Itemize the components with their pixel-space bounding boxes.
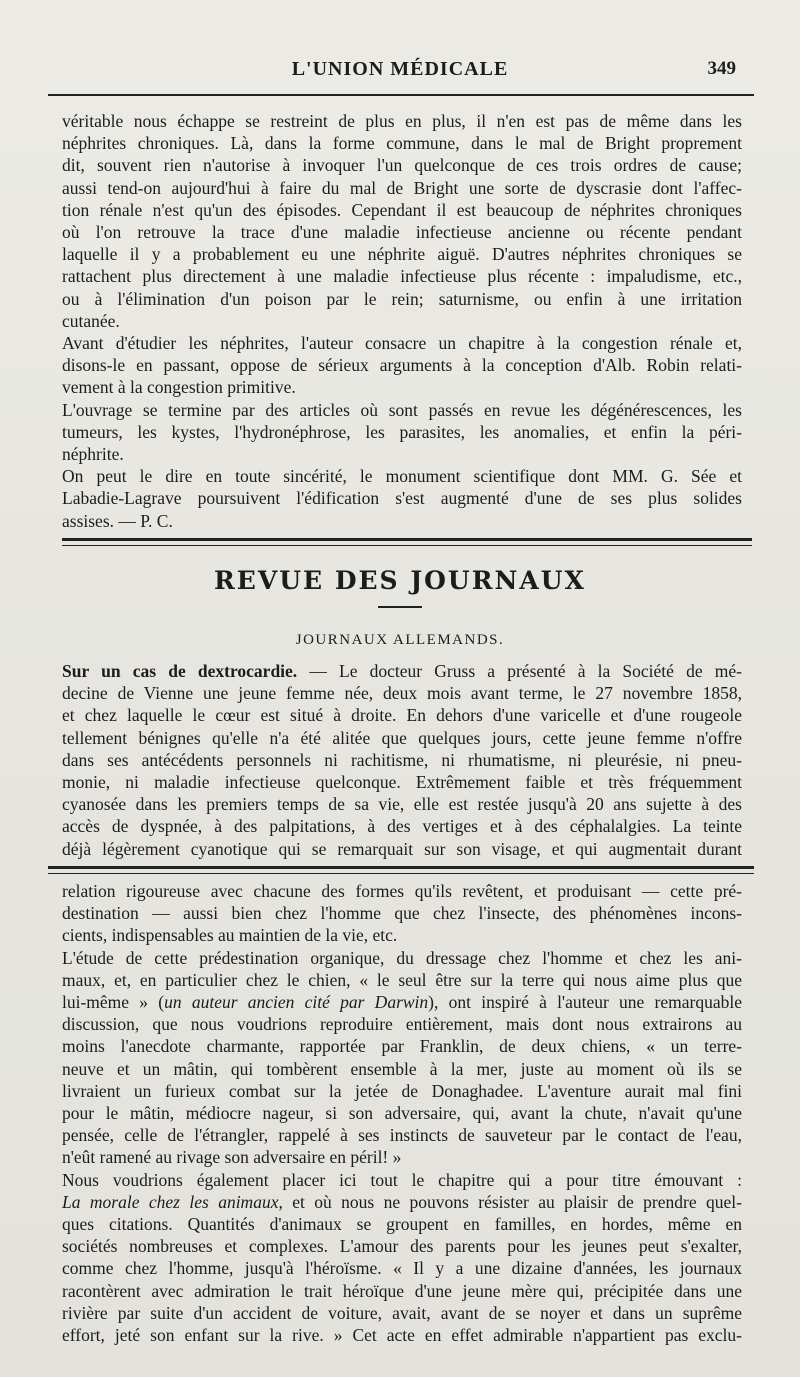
text-line: pensée, celle de l'étrangler, rappelé à ses instincts de sauveteur par le contact de l'eau, bbox=[62, 1125, 742, 1146]
text-line: vement à la congestion primitive. bbox=[62, 377, 296, 398]
text-line: n'eût ramené au rivage son adversaire en péril! » bbox=[62, 1147, 402, 1168]
section-rule-thin bbox=[62, 545, 752, 546]
lower-column bbox=[62, 880, 742, 1346]
chapter-title-italic: La morale chez les animaux bbox=[62, 1191, 279, 1212]
text-line: disons-le en passant, oppose de sérieux arguments à la conception d'Alb. Robin relati- bbox=[62, 355, 742, 376]
text-line: dit, souvent rien n'autorise à invoquer l'un quelconque de ces trois ordres de cause; bbox=[62, 155, 742, 176]
text-line: cients, indispensables au maintien de la vie, etc. bbox=[62, 925, 398, 946]
text-line: racontèrent avec admiration le trait héroïque d'une jeune mère qui, précipitée dans une bbox=[62, 1280, 742, 1301]
text-line: discussion, que nous voudrions reproduire entièrement, mais dont nous extrairons au bbox=[62, 1014, 742, 1035]
text-line: monie, ni maladie infectieuse quelconque. Extrêmement faible et très fréquemment bbox=[62, 772, 742, 793]
text-line: dans ses antécédents personnels ni rachitisme, ni rhumatisme, ni pleurésie, ni pneu- bbox=[62, 749, 742, 770]
text-line: véritable nous échappe se restreint de plus en plus, il n'en est pas de même dans les bbox=[62, 111, 742, 131]
footnote-rule-thin bbox=[48, 873, 754, 874]
review-continuation bbox=[62, 110, 742, 532]
journal-title: L'UNION MÉDICALE bbox=[291, 58, 509, 80]
text-line: Avant d'étudier les néphrites, l'auteur consacre un chapitre à la congestion rénale et, bbox=[62, 333, 742, 354]
text-segment: , et où nous ne pouvons résister au plaisir de prendre quel- bbox=[278, 1191, 742, 1212]
text-line: comme chez l'homme, jusqu'à l'héroïsme. « Il y a une dizaine d'années, les journaux bbox=[62, 1258, 742, 1279]
text-line: assises. — P. C. bbox=[62, 510, 173, 531]
header-rule bbox=[48, 94, 754, 96]
page-number: 349 bbox=[707, 58, 736, 79]
text-line: neuve et un mâtin, qui tombèrent ensemble à la mer, juste au moment où ils se bbox=[62, 1058, 742, 1079]
text-line: cyanosée dans les premiers temps de sa vie, elle est restée jusqu'à 20 ans sujette à des bbox=[62, 794, 742, 815]
text-line: destination — aussi bien chez l'homme que chez l'insecte, des phénomènes incons- bbox=[62, 903, 742, 924]
title-underline bbox=[378, 606, 422, 608]
text-line: Labadie-Lagrave poursuivent l'édification s'est augmenté d'une de ses plus solides bbox=[62, 488, 742, 509]
text-line: Nous voudrions également placer ici tout le chapitre qui a pour titre émouvant : bbox=[62, 1169, 742, 1190]
text-line: ou à l'élimination d'un poison par le rein; saturnisme, ou enfin à une irritation bbox=[62, 288, 742, 309]
text-line: effort, jeté son enfant sur la rive. » Cet acte en effet admirable n'appartient pas exclu- bbox=[62, 1325, 742, 1346]
text-line: cutanée. bbox=[62, 310, 120, 331]
text-line: laquelle il y a probablement eu une néphrite aiguë. D'autres néphrites chroniques se bbox=[62, 244, 742, 265]
text-line: tellement bénignes qu'elle n'a été alitée que quelques jours, cette jeune femme n'offre bbox=[62, 727, 742, 748]
text-line: où l'on retrouve la trace d'une maladie infectieuse ancienne ou récente pendant bbox=[62, 222, 742, 243]
text-line: ques citations. Quantités d'animaux se groupent en familles, en hordes, même en bbox=[62, 1214, 742, 1235]
text-line: et chez laquelle le cœur est situé à droite. En dehors d'une varicelle et d'une rougeole bbox=[62, 705, 742, 726]
text-line: néphrites chroniques. Là, dans la forme commune, dans le mal de Bright proprement bbox=[62, 133, 742, 154]
text-line: On peut le dire en toute sincérité, le monument scientifique dont MM. G. Sée et bbox=[62, 466, 742, 487]
text-line: rattachent plus directement à une maladie infectieuse plus récente : impaludisme, etc., bbox=[62, 266, 742, 287]
article-body bbox=[62, 682, 742, 860]
section-title: REVUE DES JOURNAUX bbox=[214, 566, 586, 595]
article-first-line bbox=[62, 660, 742, 682]
text-line: maux, et, en particulier chez le chien, « le seul être sur la terre qui nous aime plus que bbox=[62, 969, 742, 990]
citation-italic: un auteur ancien cité par Darwin bbox=[164, 992, 429, 1013]
text-line: sociétés nombreuses et complexes. L'amour des parents pour les jeunes peut s'exalter, bbox=[62, 1236, 742, 1257]
text-line: rivière par suite d'un accident de voiture, avait, avant de se noyer et dans un suprême bbox=[62, 1302, 742, 1323]
text-segment: lui-même » ( bbox=[62, 992, 165, 1013]
article-first-line-text: — Le docteur Gruss a présenté à la Société de mé- bbox=[297, 661, 742, 681]
text-line: aussi tend-on aujourd'hui à faire du mal de Bright une sorte de dyscrasie dont l'affec- bbox=[62, 177, 742, 198]
text-line: relation rigoureuse avec chacune des formes qu'ils revêtent, et produisant — cette pré- bbox=[62, 881, 742, 901]
text-line: livraient un furieux combat sur la jetée de Donaghadee. L'aventure aurait mal fini bbox=[62, 1080, 742, 1101]
text-line: accès de dyspnée, à des palpitations, à des vertiges et à des céphalalgies. La teinte bbox=[62, 816, 742, 837]
text-line: decine de Vienne une jeune femme née, deux mois avant terme, le 27 novembre 1858, bbox=[62, 683, 742, 704]
article-runin-title: Sur un cas de dextrocardie. bbox=[62, 661, 298, 681]
text-line bbox=[62, 991, 742, 1013]
section-subtitle: JOURNAUX ALLEMANDS. bbox=[295, 632, 505, 648]
text-line: déjà légèrement cyanotique qui se remarquait sur son visage, et qui augmentait durant bbox=[62, 838, 742, 859]
text-line: néphrite. bbox=[62, 444, 124, 465]
text-line: L'étude de cette prédestination organique, du dressage chez l'homme et chez les ani- bbox=[62, 947, 742, 968]
text-line: L'ouvrage se termine par des articles où sont passés en revue les dégénérescences, les bbox=[62, 399, 742, 420]
text-line: tumeurs, les kystes, l'hydronéphrose, les parasites, les anomalies, et enfin la péri- bbox=[62, 421, 742, 442]
article-dextrocardie bbox=[62, 660, 742, 860]
section-rule-thick bbox=[62, 538, 752, 541]
footnote-rule-thick bbox=[48, 866, 754, 869]
text-segment: ), ont inspiré à l'auteur une remarquable bbox=[428, 992, 742, 1013]
text-line: moins l'anecdote charmante, rapportée par Franklin, de deux chiens, « un terre- bbox=[62, 1036, 742, 1057]
text-line: pour le mâtin, médiocre nageur, si son adversaire, qui, avant la chute, n'avait qu'une bbox=[62, 1103, 742, 1124]
text-line bbox=[62, 1191, 742, 1213]
text-line: tion rénale n'est qu'un des épisodes. Cependant il est beaucoup de néphrites chroniques bbox=[62, 199, 742, 220]
running-head bbox=[60, 58, 740, 88]
